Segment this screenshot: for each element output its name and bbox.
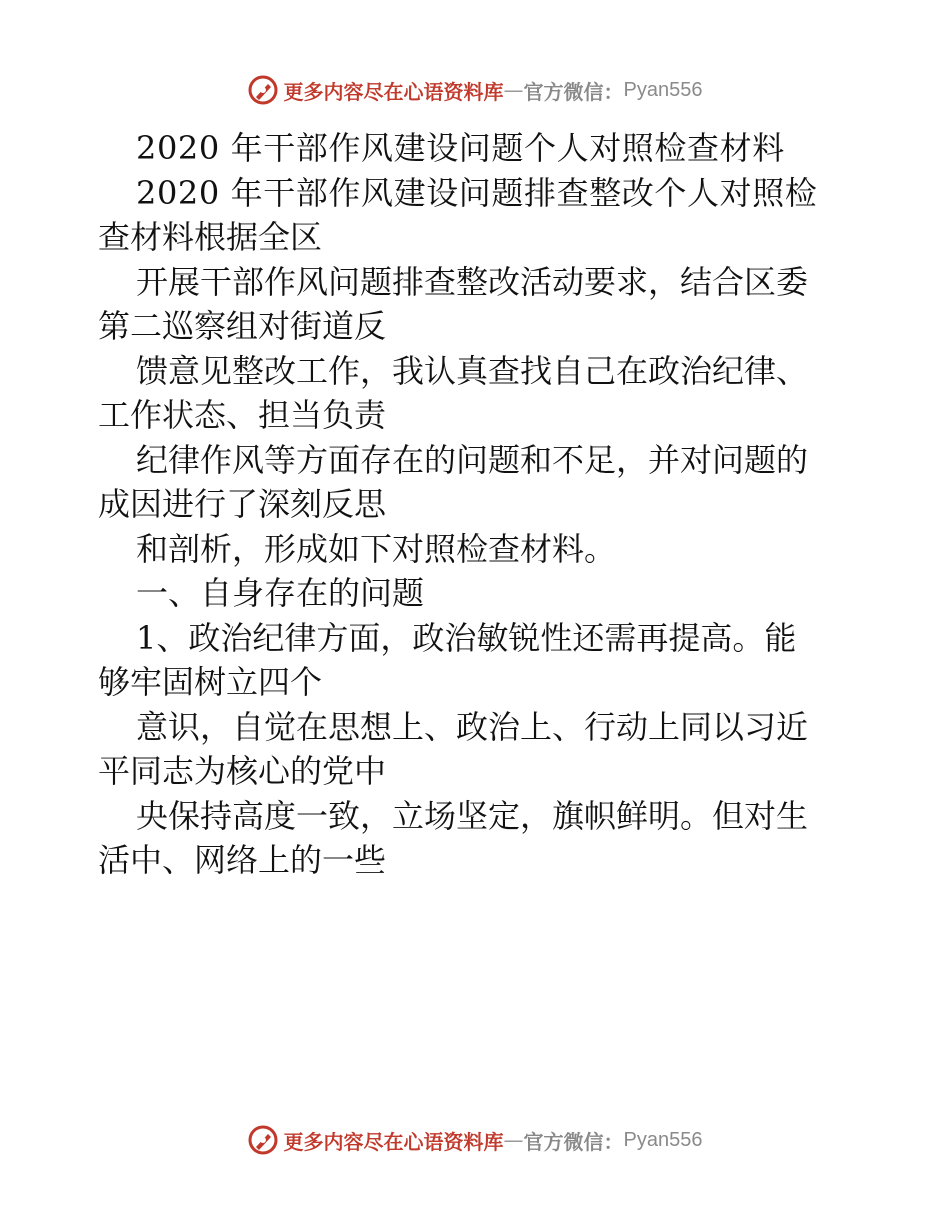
doc-line: 意识，自觉在思想上、政治上、行动上同以习近: [136, 707, 809, 746]
doc-line: 和剖析，形成如下对照检查材料。: [136, 529, 617, 568]
banner-text: 更多内容尽在心语资料库: [283, 79, 504, 104]
doc-line: 央保持高度一致，立场坚定，旗帜鲜明。但对生: [136, 796, 809, 835]
footer-banner: [0, 1122, 950, 1158]
banner-label: 官方微信：: [523, 1129, 624, 1154]
doc-line: 馈意见整改工作，我认真查找自己在政治纪律、: [136, 351, 809, 390]
banner-dash: —: [503, 78, 524, 102]
doc-line: 开展干部作风问题排查整改活动要求，结合区委: [136, 262, 809, 301]
doc-line: 活中、网络上的一些: [98, 841, 387, 879]
doc-line: 平同志为核心的党中: [98, 752, 387, 790]
header-banner: [0, 72, 950, 108]
banner-text: 更多内容尽在心语资料库: [283, 1129, 504, 1154]
doc-line: 纪律作风等方面存在的问题和不足，并对问题的: [136, 440, 809, 479]
doc-line: 够牢固树立四个: [98, 663, 323, 701]
doc-line: 成因进行了深刻反思: [98, 485, 387, 523]
doc-line: 查材料根据全区: [98, 218, 323, 256]
doc-line: 工作状态、担当负责: [98, 396, 387, 434]
banner-wechat-id: Pyan556: [623, 1128, 703, 1151]
doc-line: 1、政治纪律方面，政治敏锐性还需再提高。能: [136, 618, 797, 657]
doc-title: 2020 年干部作风建设问题个人对照检查材料: [136, 129, 785, 167]
section-heading: 一、自身存在的问题: [136, 574, 425, 612]
doc-line: 2020 年干部作风建设问题排查整改个人对照检: [136, 173, 818, 212]
banner-dash: —: [503, 1128, 524, 1152]
pen-circle-icon: [248, 75, 278, 105]
doc-line: 第二巡察组对街道反: [98, 307, 387, 345]
banner-label: 官方微信：: [523, 79, 624, 104]
document-body: [98, 126, 858, 883]
banner-wechat-id: Pyan556: [623, 78, 703, 101]
pen-circle-icon: [248, 1125, 278, 1155]
